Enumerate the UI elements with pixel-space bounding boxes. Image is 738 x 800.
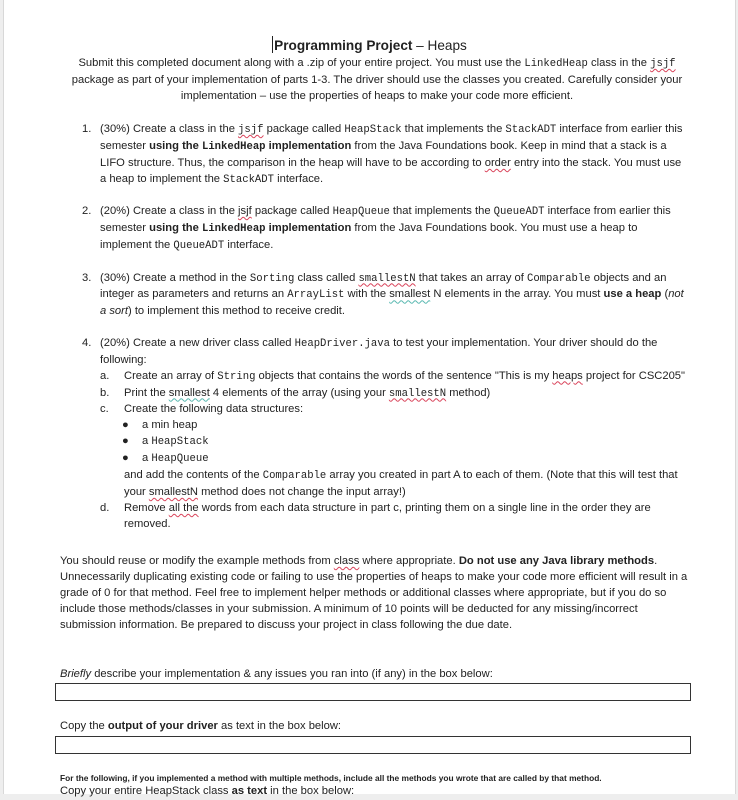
subitem-b: b. Print the smallest 4 elements of the array (using your smallestN method)	[100, 386, 491, 400]
bullet-icon: ●	[122, 419, 129, 432]
implementation-text-box[interactable]	[55, 683, 691, 701]
document-page	[3, 0, 736, 797]
multi-method-note: For the following, if you implemented a method with multiple methods, include all the methods you wrote that are called by that method.	[60, 773, 602, 783]
heapstack-box-label: Copy your entire HeapStack class as text in the box below:	[60, 785, 355, 797]
driver-output-text-box[interactable]	[55, 736, 691, 754]
subitem-c: c. Create the following data structures:	[100, 403, 304, 416]
requirement-3: 3. (30%) Create a method in the Sorting class called smallestN that takes an array of Comparable objects and an integer as parameters and returns an ArrayList with the smallest N elements in the array. You must use a heap (not a sort) to implement this method to receive credit.	[82, 271, 684, 318]
bullet-icon: ●	[122, 435, 129, 448]
implementation-box-label: Briefly describe your implementation & any issues you ran into (if any) in the box below:	[60, 668, 493, 680]
requirements-list	[82, 122, 690, 548]
requirement-4: 4. (20%) Create a new driver class called HeapDriver.java to test your implementation. Your driver should do the following: a. Create an array of String objects that contains the words of the sentence "This is my heaps project for CSC205" b. Print the smallest 4 elements of the array (using your smallestN method) c. Create the following data structures: ● a min heap ● a HeapStack ● a HeapQueue and add the contents of the Comparable array you created in part A to each of them. (Note that this will test that your smallestN method does not change the input array!) d. Remove all the words from each data structure in part c, printing them on a single line in the order they are removed.	[100, 336, 690, 533]
output-box-label: Copy the output of your driver as text in the box below:	[60, 720, 342, 732]
page-title: Programming Project – Heaps	[274, 38, 467, 53]
bullet-heapstack: ● a HeapStack	[122, 435, 209, 449]
subitem-c-note: and add the contents of the Comparable array you created in part A to each of them. (Note that this will test that your smallestN method does not change the input array!)	[124, 469, 678, 498]
subitem-d: d. Remove all the words from each data structure in part c, printing them on a single line in the order they are removed.	[100, 501, 651, 530]
requirement-2: 2. (20%) Create a class in the jsjf package called HeapQueue that implements the QueueADT interface from earlier this semester using the LinkedHeap implementation from the Java Foundations book. You must use a heap to implement the QueueADT interface.	[82, 205, 671, 253]
bullet-heapqueue: ● a HeapQueue	[122, 452, 209, 466]
bullet-min-heap: ● a min heap	[100, 418, 690, 434]
subitem-a: a. Create an array of String objects that contains the words of the sentence "This is my heaps project for CSC205"	[100, 369, 685, 383]
grading-paragraph: You should reuse or modify the example methods from class where appropriate. Do not use any Java library methods. Unnecessarily duplicating existing code or failing to use the properties of heaps to make your code more efficient will result in a grade of 0 for that method. Feel free to implement helper methods or additional classes where appropriate, but if you do so include those methods/classes in your submission. A minimum of 10 points will be deducted for any missing/incorrect submission information. Be prepared to discuss your project in class following the due date.	[60, 555, 688, 631]
intro-paragraph: Submit this completed document along with a .zip of your entire project. You must use the LinkedHeap class in the jsjf package as part of your implementation of parts 1-3. The driver should use the classes you created. Carefully consider your implementation – use the properties of heaps to make your code more efficient.	[71, 57, 683, 102]
bullet-icon: ●	[122, 452, 129, 465]
requirement-1: 1. (30%) Create a class in the jsjf package called HeapStack that implements the StackADT interface from earlier this semester using the LinkedHeap implementation from the Java Foundations book. Keep in mind that a stack is a LIFO structure. Thus, the comparison in the heap will have to be according to order entry into the stack. You must use a heap to implement the StackADT interface.	[82, 123, 683, 186]
